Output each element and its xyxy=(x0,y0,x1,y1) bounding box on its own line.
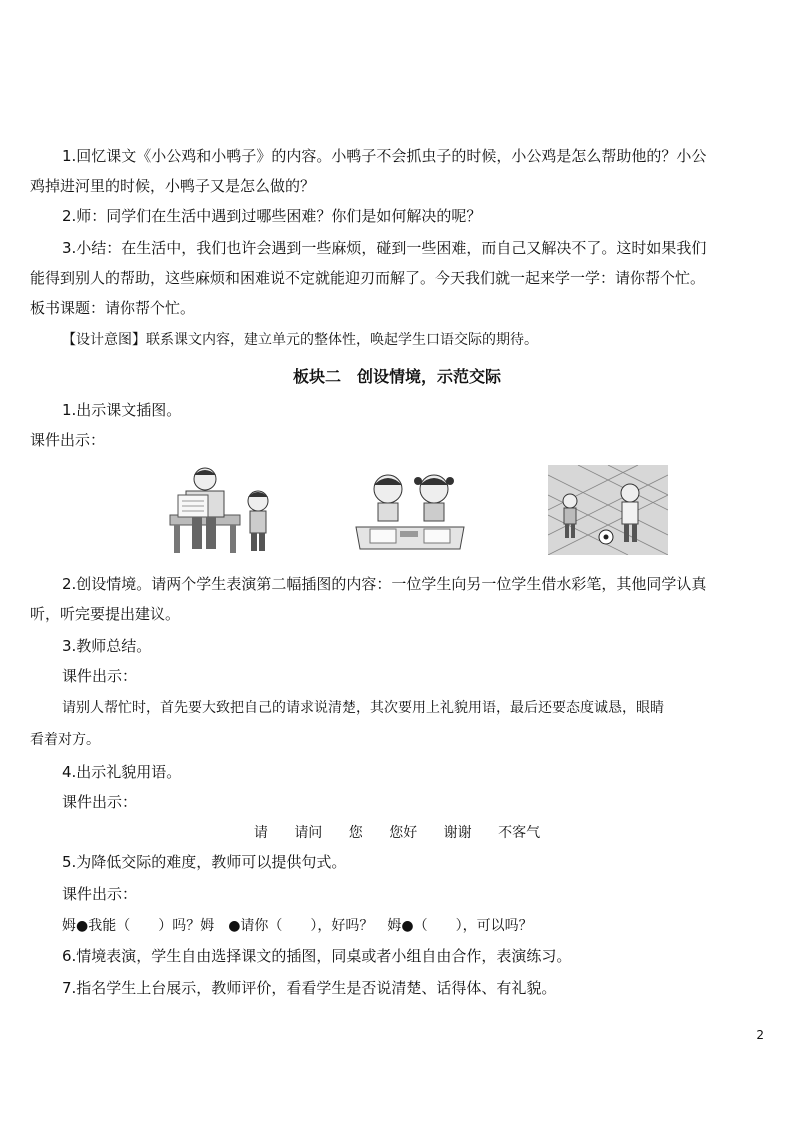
step-3-courseware: 课件出示： xyxy=(62,667,138,685)
phrase-xiexie: 谢谢 xyxy=(443,825,472,841)
section-title: 板块二 创设情境，示范交际 xyxy=(292,367,501,386)
polite-phrases xyxy=(0,822,794,842)
step-3: 3.教师总结。 xyxy=(62,637,152,655)
paragraph-1-line-2: 鸡掉进河里的时候，小鸭子又是怎么做的？ xyxy=(30,177,316,195)
phrase-bukeqi: 不客气 xyxy=(498,825,541,841)
phrase-ninhao: 您好 xyxy=(389,825,418,841)
step-3-quote-line-2: 看着对方。 xyxy=(30,732,100,748)
step-5-sentence-patterns: 姆●我能（ ）吗？姆 ●请你（ ），好吗？ 姆●（ ），可以吗？ xyxy=(62,918,533,934)
phrase-qingwen: 请问 xyxy=(294,825,323,841)
step-5-courseware: 课件出示： xyxy=(62,885,138,903)
illustration-two-children-desk xyxy=(350,465,470,555)
paragraph-1-line-1: 1.回忆课文《小公鸡和小鸭子》的内容。小鸭子不会抓虫子的时候，小公鸡是怎么帮助他的？小公 xyxy=(62,147,707,165)
step-2-line-1: 2.创设情境。请两个学生表演第二幅插图的内容：一位学生向另一位学生借水彩笔，其他同学认真 xyxy=(62,575,707,593)
design-intent: 【设计意图】联系课文内容，建立单元的整体性，唤起学生口语交际的期待。 xyxy=(62,332,538,348)
step-7: 7.指名学生上台展示，教师评价，看看学生是否说清楚、话得体、有礼貌。 xyxy=(62,979,557,997)
page-number: 2 xyxy=(756,1028,764,1042)
paragraph-2: 2.师：同学们在生活中遇到过哪些困难？你们是如何解决的呢？ xyxy=(62,207,482,225)
step-4-courseware: 课件出示： xyxy=(62,793,138,811)
phrase-nin: 您 xyxy=(348,825,363,841)
paragraph-3-line-1: 3.小结：在生活中，我们也许会遇到一些麻烦，碰到一些困难，而自己又解决不了。这时如果我们 xyxy=(62,239,707,257)
step-1: 1.出示课文插图。 xyxy=(62,401,182,419)
phrase-qing: 请 xyxy=(253,825,268,841)
step-6: 6.情境表演，学生自由选择课文的插图，同桌或者小组自由合作，表演练习。 xyxy=(62,947,572,965)
paragraph-3-line-2: 能得到别人的帮助，这些麻烦和困难说不定就能迎刃而解了。今天我们就一起来学一学：请你帮个忙。 xyxy=(30,269,706,287)
illustration-father-and-child xyxy=(160,465,290,555)
illustration-children-with-ball xyxy=(548,465,668,555)
step-2-line-2: 听，听完要提出建议。 xyxy=(30,605,181,623)
step-1-courseware: 课件出示： xyxy=(30,431,106,449)
step-4: 4.出示礼貌用语。 xyxy=(62,763,182,781)
paragraph-3-line-3: 板书课题：请你帮个忙。 xyxy=(30,299,196,317)
step-3-quote-line-1: 请别人帮忙时，首先要大致把自己的请求说清楚，其次要用上礼貌用语，最后还要态度诚恳，眼睛 xyxy=(62,700,664,716)
step-5: 5.为降低交际的难度，教师可以提供句式。 xyxy=(62,853,347,871)
